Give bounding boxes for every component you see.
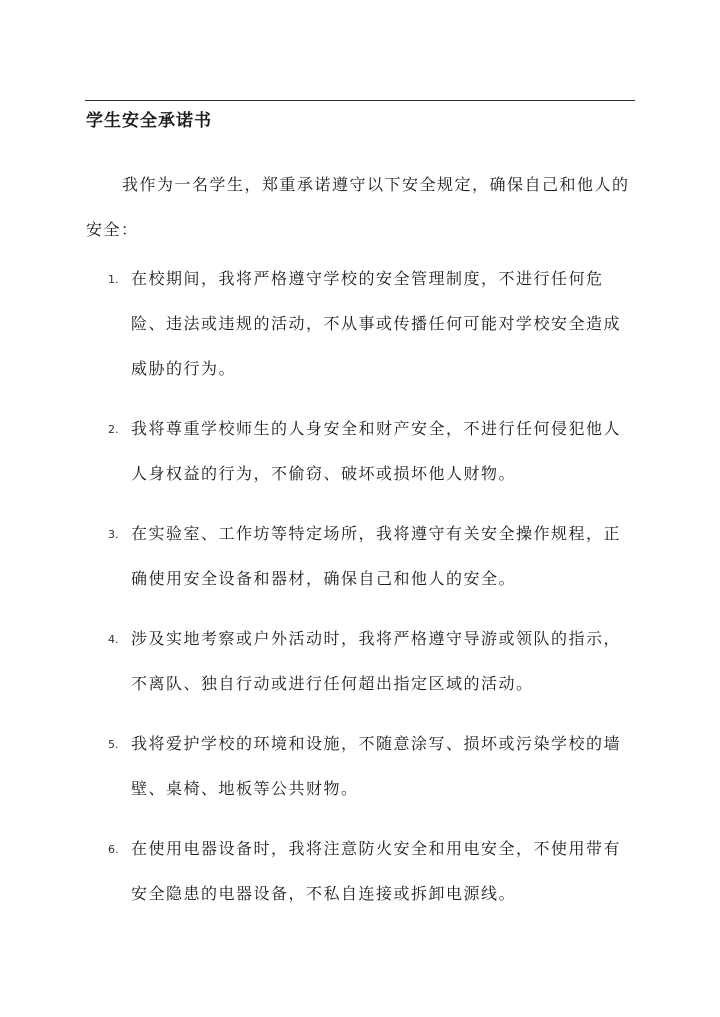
list-item-text: 我将爱护学校的环境和设施，不随意涂写、损坏或污染学校的墙壁、桌椅、地板等公共财物。 xyxy=(131,734,622,798)
list-item xyxy=(86,511,636,601)
list-item-text: 在校期间，我将严格遵守学校的安全管理制度，不进行任何危险、违法或违规的活动，不从事或传播任何可能对学校安全造成威胁的行为。 xyxy=(131,269,622,378)
list-item-number: 4. xyxy=(108,633,119,646)
intro-paragraph: 我作为一名学生，郑重承诺遵守以下安全规定，确保自己和他人的安全： xyxy=(86,175,630,239)
header-rule xyxy=(85,100,635,101)
list-item-text: 在使用电器设备时，我将注意防火安全和用电安全，不使用带有安全隐患的电器设备，不私自连接或拆卸电源线。 xyxy=(131,839,622,903)
list-item xyxy=(86,256,636,391)
list-item-text: 涉及实地考察或户外活动时，我将严格遵守导游或领队的指示，不离队、独自行动或进行任何超出指定区域的活动。 xyxy=(131,629,622,693)
list-item-text: 在实验室、工作坊等特定场所，我将遵守有关安全操作规程，正确使用安全设备和器材，确保自己和他人的安全。 xyxy=(131,524,622,588)
list-item xyxy=(86,826,636,916)
list-item xyxy=(86,721,636,811)
list-item-number: 6. xyxy=(108,843,119,856)
list-item-number: 2. xyxy=(108,423,119,436)
list-item xyxy=(86,406,636,496)
list-item-number: 5. xyxy=(108,738,119,751)
list-item-number: 3. xyxy=(108,528,119,541)
commitment-list xyxy=(86,256,636,931)
list-item-text: 我将尊重学校师生的人身安全和财产安全，不进行任何侵犯他人人身权益的行为，不偷窃、破坏或损坏他人财物。 xyxy=(131,419,622,483)
list-item-number: 1. xyxy=(108,273,119,286)
list-item xyxy=(86,616,636,706)
page-title: 学生安全承诺书 xyxy=(86,111,212,131)
